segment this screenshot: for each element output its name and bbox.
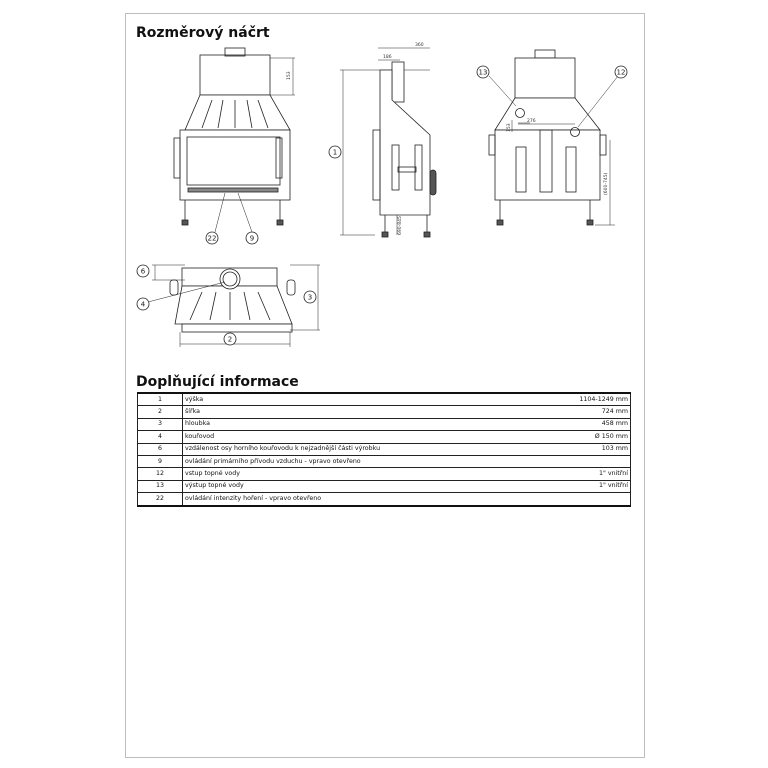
cell-desc: ovládání intenzity hoření - vpravo otevřeno xyxy=(183,493,537,506)
dim-rear-height: (600-745) xyxy=(604,172,609,195)
cell-num: 2 xyxy=(138,406,183,418)
cell-desc: výstup topné vody xyxy=(183,480,537,492)
table-row xyxy=(138,406,631,418)
cell-val xyxy=(536,455,631,467)
cell-desc: vzdálenost osy horního kouřovodu k nejzadnější části výrobku xyxy=(183,443,537,455)
dim-top-offset: 153 xyxy=(287,71,292,80)
sketch-heading: Rozměrový náčrt xyxy=(136,25,270,41)
dim-side-height: 690-845 xyxy=(398,216,403,235)
cell-num: 22 xyxy=(138,493,183,506)
callout-4: 4 xyxy=(140,300,146,309)
cell-num: 9 xyxy=(138,455,183,467)
callout-3: 3 xyxy=(307,293,313,302)
cell-val: 103 mm xyxy=(536,443,631,455)
dim-depth: 360 xyxy=(415,43,424,48)
dimension-drawing xyxy=(130,40,640,360)
drawing-svg xyxy=(130,40,640,360)
table-row xyxy=(138,393,631,406)
table-row xyxy=(138,418,631,430)
callout-6: 6 xyxy=(140,267,146,276)
table-row xyxy=(138,468,631,480)
dim-water-spacing: 276 xyxy=(527,119,536,124)
cell-num: 13 xyxy=(138,480,183,492)
info-table xyxy=(137,392,631,507)
cell-desc: vstup topné vody xyxy=(183,468,537,480)
cell-num: 6 xyxy=(138,443,183,455)
cell-val xyxy=(536,493,631,506)
dim-flue-offset: 186 xyxy=(383,55,392,60)
table-row xyxy=(138,480,631,492)
table-row xyxy=(138,443,631,455)
cell-val: 1" vnitřní xyxy=(536,468,631,480)
table-row xyxy=(138,493,631,506)
callout-9: 9 xyxy=(249,234,255,243)
rear-view xyxy=(477,50,627,225)
front-view xyxy=(174,48,295,244)
cell-desc: šířka xyxy=(183,406,537,418)
cell-val: 724 mm xyxy=(536,406,631,418)
side-view xyxy=(329,48,436,237)
callout-2: 2 xyxy=(227,335,233,344)
cell-val: 1" vnitřní xyxy=(536,480,631,492)
cell-desc: výška xyxy=(183,393,537,406)
dim-water-vertical: 153 xyxy=(507,123,512,132)
cell-val: 1104-1249 mm xyxy=(536,393,631,406)
callout-22: 22 xyxy=(207,234,217,243)
cell-desc: hloubka xyxy=(183,418,537,430)
callout-12: 12 xyxy=(616,68,626,77)
table-row xyxy=(138,431,631,443)
callout-13: 13 xyxy=(478,68,488,77)
cell-num: 12 xyxy=(138,468,183,480)
cell-num: 3 xyxy=(138,418,183,430)
cell-val: 458 mm xyxy=(536,418,631,430)
table-row xyxy=(138,455,631,467)
cell-desc: kouřovod xyxy=(183,431,537,443)
info-heading: Doplňující informace xyxy=(136,374,299,390)
cell-num: 4 xyxy=(138,431,183,443)
cell-num: 1 xyxy=(138,393,183,406)
callout-1: 1 xyxy=(332,148,338,157)
cell-desc: ovládání primárního přívodu vzduchu - vpravo otevřeno xyxy=(183,455,537,467)
cell-val: Ø 150 mm xyxy=(536,431,631,443)
